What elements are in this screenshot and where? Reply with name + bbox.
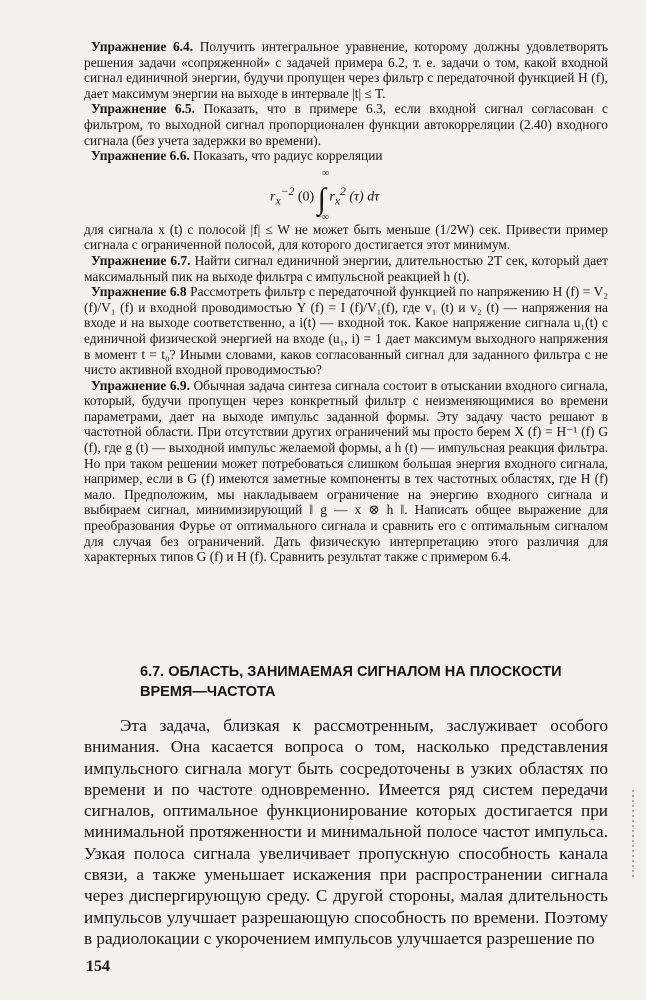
formula-lhs-sub: x bbox=[275, 194, 281, 208]
exercise-6-6-continuation: для сигнала x (t) с полосой |f| ≤ W не может быть меньше (1/2W) сек. Привести пример сигнала с ограниченной полосой, для которого достигается этот минимум. bbox=[84, 221, 608, 253]
formula-lhs-arg: (0) bbox=[297, 189, 315, 205]
formula-integrand: r bbox=[329, 189, 335, 205]
exercise-6-9 bbox=[84, 378, 608, 565]
margin-scan-mark bbox=[632, 790, 634, 880]
body-paragraph: Эта задача, близкая к рассмотренным, заслуживает особого внимания. Она касается вопроса о том, насколько представления импульсного сигнала могут быть сосредоточены в узких областях по времени и по частоте одновременно. Имеется ряд систем передачи сигналов, оптимальное функционирование которых достигается при минимальной протяженности и минимальной полосе частот импульса. Узкая полоса сигнала увеличивает пропускную способность канала связи, а также уменьшает искажения при распространении сигнала через диспергирующую среду. С другой стороны, малая длительность импульсов улучшает разрешающую способность по времени. Поэтому в радиолокации с укорочением импульсов улучшается разрешение по bbox=[84, 716, 608, 948]
exercise-heading: Упражнение 6.5. bbox=[91, 101, 195, 117]
formula-lhs-sup: −2 bbox=[280, 184, 295, 198]
body-text bbox=[84, 715, 608, 949]
section-heading: 6.7. ОБЛАСТЬ, ЗАНИМАЕМАЯ СИГНАЛОМ НА ПЛОСКОСТИ ВРЕМЯ—ЧАСТОТА bbox=[140, 664, 562, 700]
exercise-6-5 bbox=[84, 101, 608, 148]
exercise-text: Найти сигнал единичной энергии, длительностью 2T сек, который дает максимальный пик на выходе фильтра с импульсной реакцией h (t). bbox=[84, 252, 608, 284]
integral-sign: ∫ bbox=[317, 182, 326, 216]
exercise-text: Показать, что радиус корреляции bbox=[193, 148, 383, 164]
formula-lhs: r bbox=[270, 189, 276, 205]
exercise-heading: Упражнение 6.9. bbox=[91, 377, 190, 393]
exercise-6-4 bbox=[84, 39, 608, 101]
page-number: 154 bbox=[86, 958, 110, 975]
exercise-heading: Упражнение 6.6. bbox=[91, 148, 190, 164]
exercise-6-7 bbox=[84, 253, 608, 284]
exercise-heading: Упражнение 6.7. bbox=[91, 252, 191, 268]
exercise-text: Получить интегральное уравнение, которому должны удовлетворять решения задачи «сопряженной» с задачей примера 6.2, т. е. задачи о том, какой входной сигнал единичной энергии, будучи пропущен через фильтр с передаточной функцией H (f), дает максимум энергии на выходе в интервале |t| ≤ T. bbox=[84, 39, 609, 101]
exercise-6-6 bbox=[84, 148, 608, 164]
formula-integrand-sup: 2 bbox=[340, 184, 346, 198]
integral-upper-limit: ∞ bbox=[322, 167, 330, 179]
exercise-text: Обычная задача синтеза сигнала состоит в отыскании входного сигнала, который, будучи пропущен через конкретный фильтр с неизменяющимися во времени параметрами, дает на выходе импульс заданной формы. Эту задачу часто решают в частотной области. При отсутствии других ограничений мы просто берем X (f) = H⁻¹ (f) G (f), где g (t) — выходной импульс желаемой формы, а h (t) — импульсная реакция фильтра. Но при таком решении может потребоваться слишком большая энергия входного сигнала, например, если в G (f) имеются заметные компоненты в тех частотных областях, где H (f) мало. Предположим, мы накладываем ограничение на энергию входного сигнала и выбираем сигнал, минимизирующий ‖ g — x ⊗ h ‖. Написать общее выражение для преобразования Фурье от оптимального сигнала и сравнить его с оптимальным сигналом для случая без ограничений. Дать физическую интерпретацию этого различия для характерных типов G (f) и H (f). Сравнить результат также с примером 6.4. bbox=[84, 377, 608, 565]
exercise-text: Рассмотреть фильтр с передаточной функцией по напряжению H (f) = V₂ (f)/V₁ (f) и входной проводимостью Y (f) = I (f)/V₁(f), где v₁ (t) и v₂ (t) — напряжения на входе и на выходе соответственно, а i(t) — входной ток. Какое напряжение сигнала u₁(t) с единичной физической энергией на входе (u₁, i) = 1 дает максимум выходного напряжения в момент t = t₀? Иными словами, каков согласованный сигнал для заданного фильтра с не чисто активной входной проводимостью? bbox=[84, 284, 608, 378]
exercise-text: Показать, что в примере 6.3, если входной сигнал согласован с фильтром, то выходной сигнал пропорционален функции автокорреляции (2.40) входного сигнала (без учета задержки во времени). bbox=[84, 101, 608, 148]
integral-lower-limit: −∞ bbox=[316, 211, 329, 223]
exercise-heading: Упражнение 6.4. bbox=[91, 39, 194, 54]
formula-expression bbox=[270, 182, 380, 216]
exercise-heading: Упражнение 6.8 bbox=[91, 284, 187, 300]
exercises-block bbox=[84, 39, 608, 565]
formula-integrand-arg: (τ) dτ bbox=[349, 189, 380, 205]
formula-integrand-sub: x bbox=[334, 194, 341, 208]
exercise-6-8 bbox=[84, 284, 608, 378]
correlation-radius-formula bbox=[84, 164, 608, 222]
